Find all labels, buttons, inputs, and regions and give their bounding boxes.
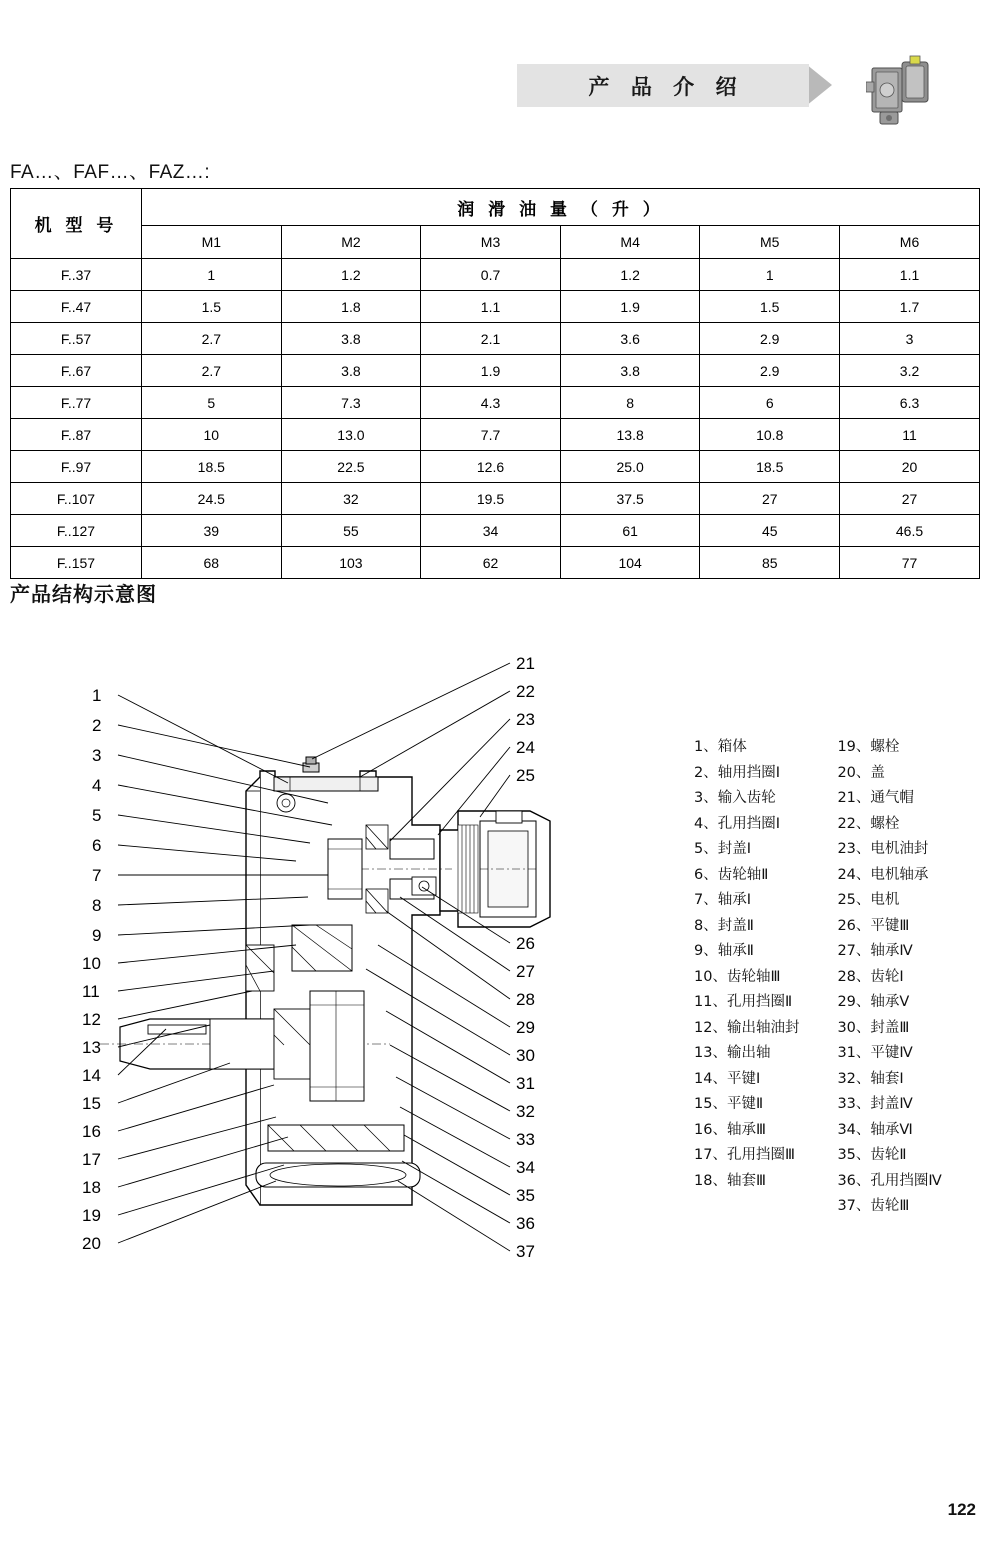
legend-item: 10、齿轮轴Ⅲ <box>694 968 781 985</box>
callout-number: 35 <box>516 1186 535 1205</box>
page-header <box>0 52 990 138</box>
legend-item: 20、盖 <box>837 764 885 781</box>
parts-legend-column-1 <box>694 735 799 1220</box>
table-row <box>11 515 980 547</box>
callout-number: 22 <box>516 682 535 701</box>
table-cell-value: 55 <box>281 515 421 547</box>
callout-number: 16 <box>82 1122 101 1141</box>
table-cell-value: 0.7 <box>421 259 561 291</box>
callout-number: 4 <box>92 776 102 795</box>
table-cell-model: F..47 <box>11 291 142 323</box>
table-cell-value: 7.3 <box>281 387 421 419</box>
table-cell-value: 3.8 <box>281 323 421 355</box>
callout-number: 31 <box>516 1074 535 1093</box>
banner-title: 产 品 介 绍 <box>588 74 744 99</box>
table-cell-value: 1 <box>142 259 282 291</box>
legend-item: 7、轴承Ⅰ <box>694 892 752 908</box>
legend-item: 21、通气帽 <box>837 790 914 806</box>
callout-number: 9 <box>92 926 102 945</box>
banner-arrow-shape <box>806 64 832 106</box>
table-cell-value: 62 <box>421 547 561 579</box>
table-cell-value: 2.9 <box>700 355 840 387</box>
table-cell-model: F..157 <box>11 547 142 579</box>
callout-number: 2 <box>92 716 102 735</box>
callout-number: 20 <box>82 1234 101 1253</box>
table-cell-value: 11 <box>840 419 980 451</box>
table-cell-value: 27 <box>840 483 980 515</box>
callout-number: 15 <box>82 1094 101 1113</box>
structure-diagram <box>0 625 990 1305</box>
table-cell-value: 6 <box>700 387 840 419</box>
legend-item: 1、箱体 <box>694 739 747 755</box>
table-row <box>11 259 980 291</box>
table-cell-value: 39 <box>142 515 282 547</box>
table-cell-value: 37.5 <box>560 483 700 515</box>
table-row <box>11 547 980 579</box>
table-header-m4: M4 <box>560 226 700 259</box>
legend-item: 19、螺栓 <box>837 739 900 755</box>
table-cell-value: 1 <box>700 259 840 291</box>
table-cell-value: 1.1 <box>421 291 561 323</box>
legend-item: 5、封盖Ⅰ <box>694 841 752 857</box>
table-header-m6: M6 <box>840 226 980 259</box>
lubricant-oil-table <box>10 188 980 579</box>
table-header-m3: M3 <box>421 226 561 259</box>
legend-item: 2、轴用挡圈Ⅰ <box>694 764 781 781</box>
callout-number: 11 <box>82 982 100 1001</box>
table-cell-value: 27 <box>700 483 840 515</box>
table-cell-value: 2.7 <box>142 323 282 355</box>
table-cell-value: 1.7 <box>840 291 980 323</box>
legend-item: 8、封盖Ⅱ <box>694 917 754 934</box>
table-cell-value: 10.8 <box>700 419 840 451</box>
callout-number: 28 <box>516 990 535 1009</box>
legend-item: 23、电机油封 <box>837 841 929 857</box>
table-cell-value: 18.5 <box>142 451 282 483</box>
legend-item: 26、平键Ⅲ <box>837 917 910 934</box>
callout-number: 21 <box>516 654 535 673</box>
callout-number: 7 <box>92 866 102 885</box>
callout-number: 26 <box>516 934 535 953</box>
legend-item: 17、孔用挡圈Ⅲ <box>694 1147 795 1163</box>
callout-number: 10 <box>82 954 101 973</box>
parts-legend <box>694 735 984 1220</box>
legend-item: 12、输出轴油封 <box>694 1019 800 1036</box>
legend-item: 31、平键Ⅳ <box>837 1045 913 1061</box>
table-cell-value: 1.5 <box>700 291 840 323</box>
gearbox-cross-section-drawing <box>60 625 660 1285</box>
callout-number: 32 <box>516 1102 535 1121</box>
callout-number: 8 <box>92 896 102 915</box>
legend-item: 14、平键Ⅰ <box>694 1070 761 1087</box>
callout-number: 36 <box>516 1214 535 1233</box>
table-row <box>11 355 980 387</box>
callout-number: 30 <box>516 1046 535 1065</box>
table-cell-model: F..67 <box>11 355 142 387</box>
legend-item: 18、轴套Ⅲ <box>694 1172 766 1189</box>
callout-number: 12 <box>82 1010 101 1029</box>
table-row <box>11 419 980 451</box>
gear-motor-photo-icon <box>866 52 936 132</box>
banner <box>517 64 809 107</box>
table-cell-value: 10 <box>142 419 282 451</box>
table-cell-value: 8 <box>560 387 700 419</box>
table-row <box>11 483 980 515</box>
table-cell-value: 3.2 <box>840 355 980 387</box>
legend-item: 29、轴承Ⅴ <box>837 994 910 1010</box>
legend-item: 4、孔用挡圈Ⅰ <box>694 815 781 832</box>
table-cell-value: 25.0 <box>560 451 700 483</box>
table-cell-value: 24.5 <box>142 483 282 515</box>
table-cell-value: 46.5 <box>840 515 980 547</box>
table-cell-value: 2.7 <box>142 355 282 387</box>
callout-number: 6 <box>92 836 102 855</box>
callout-number: 1 <box>92 686 102 705</box>
legend-item: 28、齿轮Ⅰ <box>837 968 904 985</box>
callout-number: 14 <box>82 1066 101 1085</box>
legend-item: 16、轴承Ⅲ <box>694 1121 766 1138</box>
callout-number: 27 <box>516 962 535 981</box>
callout-number: 23 <box>516 710 535 729</box>
section-title-structure-diagram: 产品结构示意图 <box>10 582 157 606</box>
table-cell-value: 3.8 <box>281 355 421 387</box>
table-row <box>11 323 980 355</box>
legend-item: 36、孔用挡圈Ⅳ <box>837 1172 942 1189</box>
table-cell-value: 1.1 <box>840 259 980 291</box>
table-cell-value: 6.3 <box>840 387 980 419</box>
table-cell-value: 34 <box>421 515 561 547</box>
table-cell-value: 85 <box>700 547 840 579</box>
callout-number: 34 <box>516 1158 535 1177</box>
table-cell-value: 1.2 <box>281 259 421 291</box>
table-cell-value: 2.1 <box>421 323 561 355</box>
table-cell-model: F..97 <box>11 451 142 483</box>
table-cell-value: 5 <box>142 387 282 419</box>
table-cell-model: F..37 <box>11 259 142 291</box>
legend-item: 9、轴承Ⅱ <box>694 943 754 959</box>
table-cell-value: 45 <box>700 515 840 547</box>
parts-legend-column-2 <box>837 735 941 1220</box>
table-cell-value: 103 <box>281 547 421 579</box>
series-caption: FA…、FAF…、FAZ…: <box>10 162 211 183</box>
table-header-m1: M1 <box>142 226 282 259</box>
table-header-model: 机 型 号 <box>11 189 142 259</box>
table-cell-value: 1.5 <box>142 291 282 323</box>
table-cell-value: 4.3 <box>421 387 561 419</box>
callout-number: 17 <box>82 1150 101 1169</box>
page-number: 122 <box>947 1500 976 1519</box>
table-cell-value: 1.9 <box>560 291 700 323</box>
table-cell-value: 1.2 <box>560 259 700 291</box>
callout-number: 13 <box>82 1038 101 1057</box>
table-header-m5: M5 <box>700 226 840 259</box>
callout-number: 33 <box>516 1130 535 1149</box>
table-cell-value: 3.6 <box>560 323 700 355</box>
legend-item: 34、轴承Ⅵ <box>837 1121 913 1138</box>
callout-number: 18 <box>82 1178 101 1197</box>
table-cell-model: F..87 <box>11 419 142 451</box>
legend-item: 15、平键Ⅱ <box>694 1096 764 1112</box>
table-cell-value: 2.9 <box>700 323 840 355</box>
table-cell-value: 7.7 <box>421 419 561 451</box>
table-header-oil-quantity: 润 滑 油 量 （ 升 ） <box>142 189 980 226</box>
legend-item: 3、输入齿轮 <box>694 790 776 806</box>
table-row <box>11 451 980 483</box>
table-row <box>11 387 980 419</box>
table-cell-value: 1.8 <box>281 291 421 323</box>
legend-item: 25、电机 <box>837 892 900 908</box>
table-cell-value: 12.6 <box>421 451 561 483</box>
legend-item: 37、齿轮Ⅲ <box>837 1198 910 1214</box>
callout-number: 19 <box>82 1206 101 1225</box>
legend-item: 35、齿轮Ⅱ <box>837 1147 907 1163</box>
callout-number: 37 <box>516 1242 535 1261</box>
table-cell-value: 3.8 <box>560 355 700 387</box>
callout-number: 3 <box>92 746 102 765</box>
legend-item: 24、电机轴承 <box>837 866 929 883</box>
table-cell-model: F..77 <box>11 387 142 419</box>
legend-item: 32、轴套Ⅰ <box>837 1070 904 1087</box>
table-cell-value: 77 <box>840 547 980 579</box>
table-cell-value: 13.0 <box>281 419 421 451</box>
legend-item: 33、封盖Ⅳ <box>837 1096 913 1112</box>
legend-item: 27、轴承Ⅳ <box>837 943 913 959</box>
table-cell-value: 68 <box>142 547 282 579</box>
table-cell-value: 3 <box>840 323 980 355</box>
table-cell-model: F..107 <box>11 483 142 515</box>
legend-item: 6、齿轮轴Ⅱ <box>694 866 769 883</box>
table-cell-value: 20 <box>840 451 980 483</box>
table-cell-value: 22.5 <box>281 451 421 483</box>
callout-number: 29 <box>516 1018 535 1037</box>
table-row <box>11 291 980 323</box>
table-cell-value: 18.5 <box>700 451 840 483</box>
table-cell-value: 61 <box>560 515 700 547</box>
table-cell-value: 13.8 <box>560 419 700 451</box>
table-cell-value: 19.5 <box>421 483 561 515</box>
legend-item: 13、输出轴 <box>694 1045 771 1061</box>
callout-number: 5 <box>92 806 102 825</box>
callout-number: 24 <box>516 738 535 757</box>
legend-item: 11、孔用挡圈Ⅱ <box>694 994 793 1010</box>
table-cell-model: F..57 <box>11 323 142 355</box>
legend-item: 22、螺栓 <box>837 815 900 832</box>
callout-number: 25 <box>516 766 535 785</box>
table-cell-value: 104 <box>560 547 700 579</box>
table-cell-model: F..127 <box>11 515 142 547</box>
legend-item: 30、封盖Ⅲ <box>837 1019 910 1036</box>
table-header-m2: M2 <box>281 226 421 259</box>
table-cell-value: 1.9 <box>421 355 561 387</box>
table-cell-value: 32 <box>281 483 421 515</box>
